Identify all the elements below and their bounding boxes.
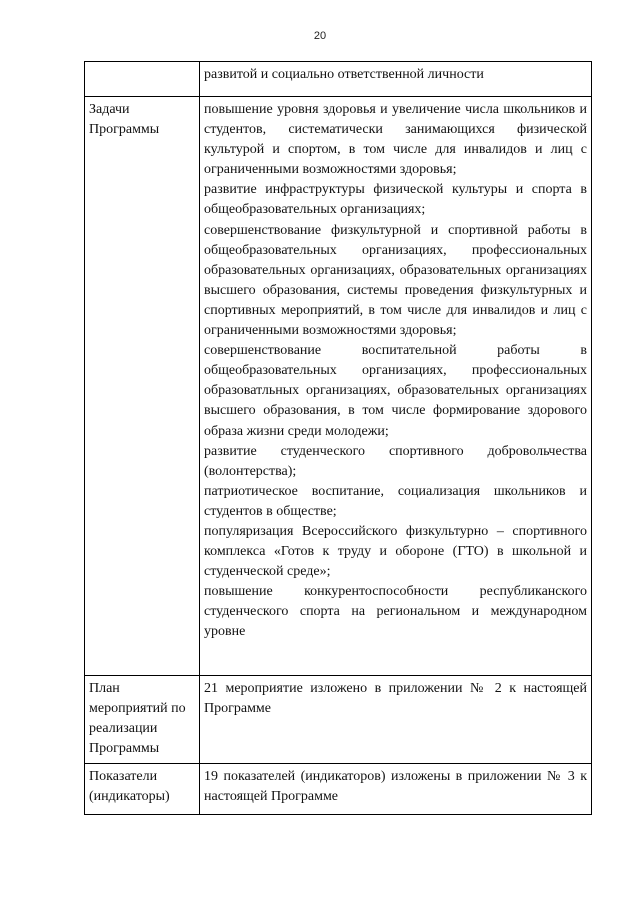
row-label-cell: Показатели (индикаторы) — [85, 764, 200, 815]
content-paragraph: развитие инфраструктуры физической культуры и спорта в общеобразовательных организациях; — [204, 182, 587, 218]
content-paragraph: развитой и социально ответственной личности — [204, 67, 484, 82]
table-row — [85, 676, 592, 764]
content-paragraph: 21 мероприятие изложено в приложении № 2 к настоящей Программе — [204, 681, 587, 717]
content-paragraph: совершенствование физкультурной и спортивной работы в общеобразовательных организациях, профессиональных образовательных организациях, образовательных организациях высшего образования, системы проведения физкультурных и спортивных мероприятий, в том числе для инвалидов и лиц с ограниченными возможностями здоровья; — [204, 222, 587, 339]
content-paragraph: совершенствование воспитательной работы в общеобразовательных организациях, профессиональных образоватльных организациях, образовательных организациях высшего образования, в том числе формирование здорового образа жизни среди молодежи; — [204, 343, 587, 439]
program-passport-table — [84, 61, 592, 815]
content-paragraph: патриотическое воспитание, социализация школьников и студентов в обществе; — [204, 483, 587, 519]
row-content-cell — [200, 62, 592, 97]
table-row — [85, 764, 592, 815]
content-paragraph: повышение конкурентоспособности республиканского студенческого спорта на региональном и международном уровне — [204, 584, 587, 640]
row-content-cell — [200, 97, 592, 676]
content-paragraph: развитие студенческого спортивного добровольчества (волонтерства); — [204, 443, 587, 479]
row-label-cell: План мероприятий по реализации Программы — [85, 676, 200, 764]
row-label-cell: Задачи Программы — [85, 97, 200, 676]
row-label-cell — [85, 62, 200, 97]
content-paragraph: 19 показателей (индикаторов) изложены в приложении № 3 к настоящей Программе — [204, 769, 587, 805]
table-row — [85, 97, 592, 676]
content-paragraph: популяризация Всероссийского физкультурно – спортивного комплекса «Готов к труду и обороне (ГТО) в школьной и студенческой среде»; — [204, 523, 587, 580]
row-content-cell — [200, 676, 592, 764]
content-paragraph: повышение уровня здоровья и увеличение числа школьников и студентов, систематически занимающихся физической культурой и спортом, в том числе для инвалидов и лиц с ограниченными возможностями здоровья; — [204, 102, 587, 178]
row-content-cell — [200, 764, 592, 815]
table-row — [85, 62, 592, 97]
page-number: 20 — [313, 30, 327, 42]
